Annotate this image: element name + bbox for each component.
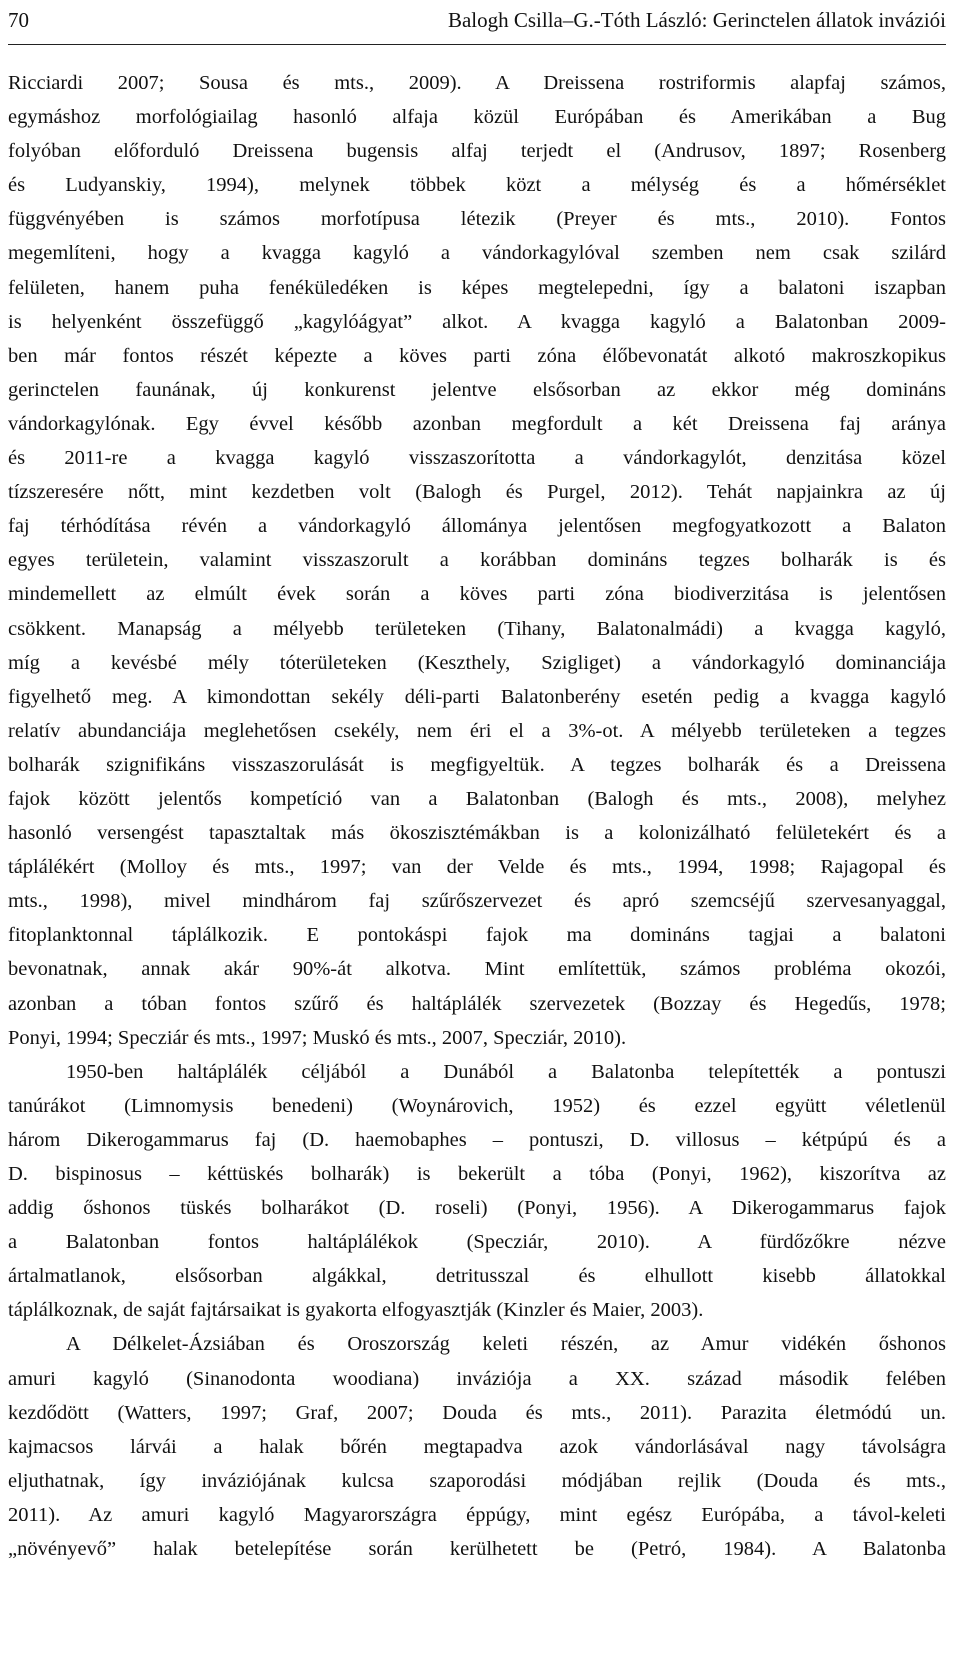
text-line: D. bispinosus – kéttüskés bolharák) is bekerült a tóba (Ponyi, 1962), kiszorítva az [8,1163,946,1185]
paragraph [8,1055,946,1328]
text-line: három Dikerogammarus faj (D. haemobaphes – pontuszi, D. villosus – kétpúpú és a [8,1128,946,1151]
text-line: hasonló versengést tapasztaltak más ökoszisztémákban is a kolonizálható felületekért és a [8,822,946,845]
text-line: bevonatnak, annak akár 90%-át alkotva. Mint említettük, számos probléma okozói, [8,958,946,981]
text-line: eljuthatnak, így inváziójának kulcsa szaporodási módjában rejlik (Douda és mts., [8,1469,946,1492]
text-line: ben már fontos részét képezte a köves parti zóna élőbevonatát alkotó makroszkopikus [8,344,946,367]
text-line: csökkent. Manapság a mélyebb területeken (Tihany, Balatonalmádi) a kvagga kagyló, [8,617,946,640]
text-line: addig őshonos tüskés bolharákot (D. roseli) (Ponyi, 1956). A Dikerogammarus fajok [8,1197,946,1220]
text-line: mindemellett az elmúlt évek során a köves parti zóna biodiverzitása is jelentősen [8,583,946,606]
text-line: tanúrákot (Limnomysis benedeni) (Woynárovich, 1952) és ezzel együtt véletlenül [8,1094,946,1117]
text-line: vándorkagylónak. Egy évvel később azonban megfordult a két Dreissena faj aránya [8,412,946,435]
text-line: fitoplanktonnal táplálkozik. E pontokáspi fajok ma domináns tagjai a balatoni [8,924,946,947]
text-line: és 2011-re a kvagga kagyló visszaszorította a vándorkagylót, denzitása közel [8,447,946,470]
text-line: ártalmatlanok, elsősorban algákkal, detritusszal és elhullott kisebb állatokkal [8,1265,946,1288]
page-number: 70 [8,8,29,32]
text-line: Ponyi, 1994; Specziár és mts., 1997; Muskó és mts., 2007, Specziár, 2010). [8,1026,627,1049]
text-line: faj térhódítása révén a vándorkagyló állománya jelentősen megfogyatkozott a Balaton [8,515,946,538]
text-line: folyóban előforduló Dreissena bugensis alfaj terjedt el (Andrusov, 1897; Rosenberg [8,140,946,163]
text-line: függvényében is számos morfotípusa létezik (Preyer és mts., 2010). Fontos [8,208,946,231]
text-line: 1950-ben haltáplálék céljából a Dunából a Balatonba telepítették a pontuszi [66,1060,946,1083]
text-line: Ricciardi 2007; Sousa és mts., 2009). A Dreissena rostriformis alapfaj számos, [8,72,946,94]
text-line: figyelhető meg. A kimondottan sekély déli-parti Balatonberény esetén pedig a kvagga kagyló [8,685,946,708]
paragraph [8,1327,946,1566]
text-line: táplálékért (Molloy és mts., 1997; van der Velde és mts., 1994, 1998; Rajagopal és [8,856,946,879]
text-line: gerinctelen faunának, új konkurenst jelentve elsősorban az ekkor még domináns [8,378,946,401]
text-line: fajok között jelentős kompetíció van a Balatonban (Balogh és mts., 2008), melyhez [8,787,946,810]
text-line: amuri kagyló (Sinanodonta woodiana) inváziója a XX. század második felében [8,1367,946,1390]
text-line: mts., 1998), mivel mindhárom faj szűrőszervezet és apró szemcséjű szervesanyaggal, [8,890,946,913]
body-text [8,66,946,1566]
text-line: kezdődött (Watters, 1997; Graf, 2007; Douda és mts., 2011). Parazita életmódú un. [8,1401,946,1424]
text-line: míg a kevésbé mély tóterületeken (Keszthely, Szigliget) a vándorkagyló dominanciája [8,651,946,674]
text-line: azonban a tóban fontos szűrő és haltáplálék szervezetek (Bozzay és Hegedűs, 1978; [8,992,946,1015]
text-line: tízszeresére nőtt, mint kezdetben volt (Balogh és Purgel, 2012). Tehát napjainkra az új [8,481,946,504]
text-line: a Balatonban fontos haltáplálékok (Specziár, 2010). A fürdőzőkre nézve [8,1231,946,1254]
paragraph [8,66,946,1055]
text-line: 2011). Az amuri kagyló Magyarországra éppúgy, mint egész Európába, a távol-keleti [8,1503,946,1526]
text-line: A Délkelet-Ázsiában és Oroszország keleti részén, az Amur vidékén őshonos [66,1333,946,1356]
text-line: „növényevő” halak betelepítése során kerülhetett be (Petró, 1984). A Balatonba [8,1538,946,1561]
text-line: felületen, hanem puha fenéküledéken is képes megtelepedni, így a balatoni iszapban [8,276,946,299]
text-line: bolharák szignifikáns visszaszorulását is megfigyeltük. A tegzes bolharák és a Dreissena [8,753,946,776]
running-title: Balogh Csilla–G.-Tóth László: Gerinctelen állatok inváziói [447,8,946,32]
text-line: relatív abundanciája meglehetősen csekély, nem éri el a 3%-ot. A mélyebb területeken a tegzes [8,719,946,742]
page-header [8,4,946,45]
text-line: táplálkoznak, de saját fajtársaikat is gyakorta elfogyasztják (Kinzler és Maier, 2003). [8,1299,704,1322]
text-line: egyes területein, valamint visszaszorult a korábban domináns tegzes bolharák is és [8,549,946,572]
text-line: is helyenként összefüggő „kagylóágyat” alkot. A kvagga kagyló a Balatonban 2009- [8,310,946,333]
text-line: kajmacsos lárvái a halak bőrén megtapadva azok vándorlásával nagy távolságra [8,1435,946,1458]
text-line: megemlíteni, hogy a kvagga kagyló a vándorkagylóval szemben nem csak szilárd [8,242,946,265]
text-line: és Ludyanskiy, 1994), melynek többek közt a mélység és a hőmérséklet [8,174,946,197]
text-line: egymáshoz morfológiailag hasonló alfaja közül Európában és Amerikában a Bug [8,106,946,129]
